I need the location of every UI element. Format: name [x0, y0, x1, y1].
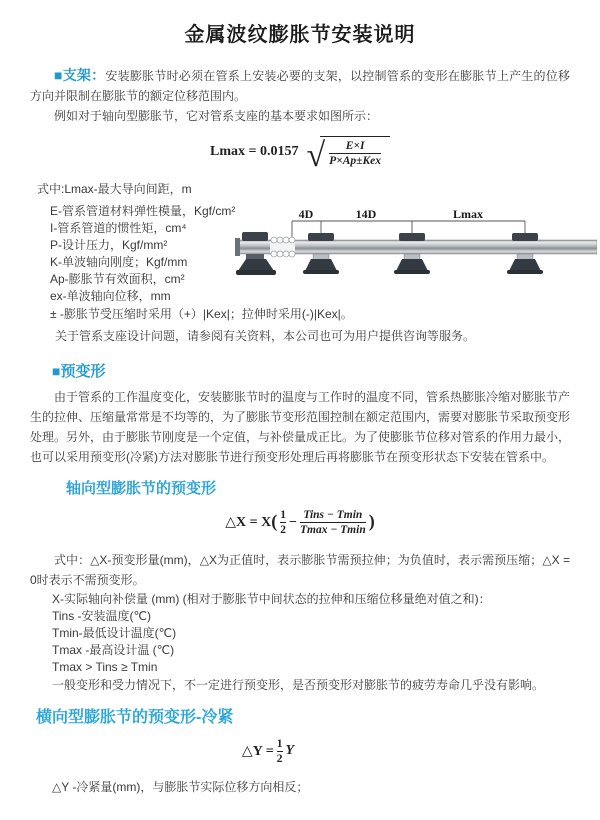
lateral-formula-rhs: Y: [285, 743, 295, 759]
formula-where-line: 式中:Lmax-最大导向间距，m: [37, 181, 192, 196]
lateral-formula-fraction: [277, 737, 283, 767]
support-section-header: 支架：: [62, 67, 106, 83]
temperature-relation-line: Tmax > Tins ≥ Tmin: [52, 659, 158, 674]
tmin-line: Tmin-最低设计温度(℃): [52, 625, 177, 640]
lmax-formula-numerator: E×I: [345, 140, 365, 152]
support-intro-text: 安装膨胀节时必须在管系上安装必要的支架，以控制管系的变形在膨胀节上产生的位移方向并限制在膨胀节的额定位移范围内。: [30, 69, 570, 103]
lmax-formula: [30, 136, 570, 175]
preform-section-title: 预变形: [60, 362, 106, 380]
axial-formula-half-fraction: [280, 508, 286, 538]
definitions-block: [30, 181, 570, 305]
axial-formula: [30, 508, 570, 538]
axial-subsection-header: 轴向型膨胀节的预变形: [66, 479, 217, 497]
temp-denominator: Tmax − Tmin: [299, 524, 366, 537]
lateral-formula-lhs: △Y =: [241, 743, 274, 759]
temp-numerator: Tins − Tmin: [303, 508, 363, 521]
radical-sign-icon: √: [306, 137, 326, 175]
axial-explain-paragraph: 式中：△X-预变形量(mm)，△X为正值时，表示膨胀节需预拉伸；为负值时，表示需预压缩；△X = 0时表示不需预变形。: [30, 552, 570, 587]
sqrt-radical: [306, 136, 390, 175]
half-denominator: 2: [276, 752, 283, 765]
formula-var-line: K-单波轴向刚度；Kgf/mm: [50, 254, 188, 269]
preform-body-paragraph: 由于管系的工作温度变化，安装膨胀节时的温度与工作时的温度不同，管系热膨胀冷缩对膨胀节产生的拉伸、压缩量常常是不均等的，为了膨胀节变形范围控制在额定范围内，需要对膨胀节采取预变形处理。另外，由于膨胀节刚度是一个定值，与补偿量成正比。为了使膨胀节位移对管系的作用力最小，也可以采用预变形(冷紧)方法对膨胀节进行预变形处理后再将膨胀节在预变形状态下安装在管系中。: [30, 389, 571, 464]
bellows-coils: [270, 237, 295, 257]
formula-var-line: P-设计压力，Kgf/mm²: [50, 237, 168, 252]
tmax-line: Tmax -最高设计温 (℃): [52, 642, 175, 657]
formula-var-line: Ap-膨胀节有效面积，cm²: [50, 271, 185, 286]
lateral-note-line: △Y -冷紧量(mm)，与膨胀节实际位移方向相反；: [52, 780, 309, 795]
axial-note-line: 一般变形和受力情况下，不一定进行预变形，是否预变形对膨胀节的疲劳寿命几乎没有影响。: [52, 677, 545, 692]
pipe-support-diagram: [235, 207, 597, 302]
open-paren: (: [271, 511, 278, 532]
page-title: 金属波纹膨胀节安装说明: [184, 24, 416, 46]
support-example-line: 例如对于轴向型膨胀节，它对管系支座的基本要求如图所示：: [54, 109, 379, 123]
pipe-end-cap: [235, 238, 240, 256]
lateral-subsection-header: 横向型膨胀节的预变形-冷紧: [36, 708, 234, 726]
plus-minus-note-line: ± -膨胀节受压缩时采用（+）|Kex|；拉伸时采用(-)|Kex|。: [50, 306, 353, 321]
lateral-formula: [0, 737, 538, 767]
close-paren: ): [368, 511, 375, 532]
axial-formula-temp-fraction: [300, 508, 366, 538]
service-note-line: 关于管系支座设计问题，请参阅有关资料，本公司也可为用户提供咨询等服务。: [55, 328, 476, 343]
preform-section-header: [52, 360, 570, 381]
half-numerator: 1: [280, 508, 286, 521]
axial-formula-lhs: △X = X: [225, 515, 272, 531]
lmax-formula-fraction: [329, 139, 381, 169]
section-bullet-icon: ■: [54, 67, 63, 83]
lmax-formula-lhs: Lmax = 0.0157: [210, 144, 299, 160]
formula-var-line: E-管系管道材料弹性模量，Kgf/cm²: [50, 203, 236, 218]
dim-label-lmax: Lmax: [453, 206, 483, 221]
half-denominator: 2: [280, 524, 286, 537]
x-definition-line: X-实际轴向补偿量 (mm) (相对于膨胀节中间状态的拉伸和压缩位移量绝对值之和)：: [52, 591, 491, 606]
minus-operator: −: [288, 514, 297, 530]
section-bullet-icon: ■: [52, 362, 61, 379]
lmax-formula-denominator: P×Ap±Kex: [329, 155, 381, 168]
formula-var-line: I-管系管道的惯性矩，cm⁴: [50, 220, 187, 235]
formula-var-line: ex-单波轴向位移，mm: [50, 288, 171, 303]
dim-label-14d: 14D: [355, 206, 377, 221]
dim-label-4d: 4D: [298, 206, 314, 221]
support-intro-paragraph: [30, 65, 570, 106]
tins-line: Tins -安装温度(℃): [52, 608, 152, 623]
half-numerator: 1: [276, 737, 283, 750]
